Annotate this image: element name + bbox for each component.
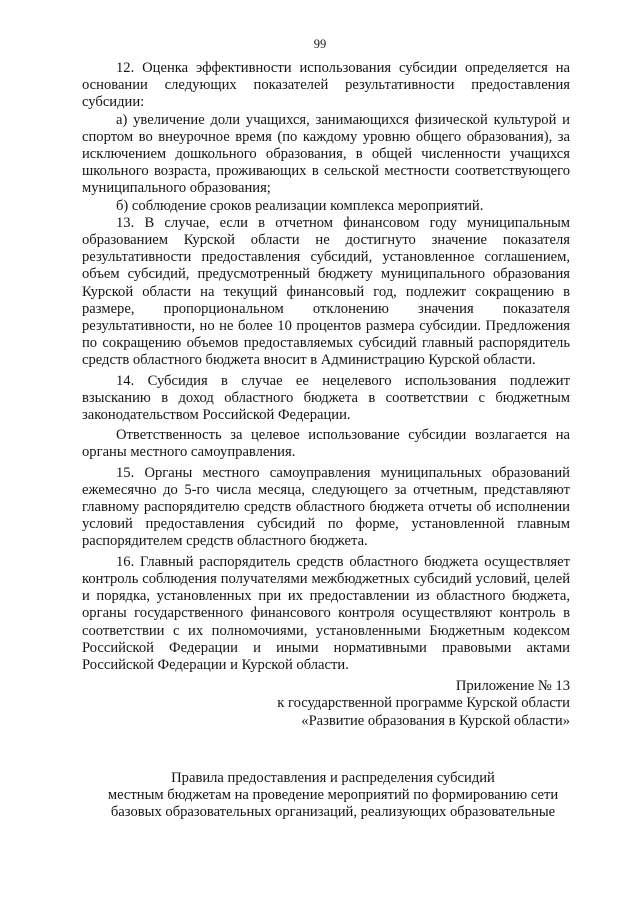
paragraph-13: 13. В случае, если в отчетном финансовом году муниципальным образованием Курской области не достигнуто значение показателя результативности предоставления субсидий, установленное соглашением, объем субсидий, предусмотренный бюджету муниципального образования Курской области на текущий финансовый год, подлежит сокращению в размере, пропорциональном отклонению значения показателя результативности, но не более 10 процентов размера субсидии. Предложения по сокращению объемов предоставляемых субсидий главный распорядитель средств областного бюджета вносит в Администрацию Курской области. [82,214,570,369]
appendix-program: к государственной программе Курской области [277,695,570,712]
paragraph-12: 12. Оценка эффективности использования субсидии определяется на основании следующих показателей результативности предоставления субсидии: [82,60,570,111]
paragraph-15: 15. Органы местного самоуправления муниципальных образований ежемесячно до 5-го числа месяца, следующего за отчетным, представляют главному распорядителю средств областного бюджета отчеты об исполнении условий предоставления субсидий по форме, установленной главным распорядителем средств областного бюджета. [82,464,570,550]
appendix-number: Приложение № 13 [455,678,570,695]
page-number: 99 [313,37,327,51]
paragraph-16: 16. Главный распорядитель средств областного бюджета осуществляет контроль соблюдения получателями межбюджетных субсидий условий, целей и порядка, установленных при их предоставлении из областного бюджета, органы государственного финансового контроля осуществляют контроль в соответствии с их полномочиями, установленными Бюджетным кодексом Российской Федерации и иными нормативными правовыми актами Российской Федерации и Курской области. [82,553,570,673]
document-body [82,60,570,821]
paragraph-14: 14. Субсидия в случае ее нецелевого использования подлежит взысканию в доход областного бюджета в соответствии с бюджетным законодательством Российской Федерации. [82,372,570,424]
rules-title-line-1: Правила предоставления и распределения субсидий [171,769,495,786]
paragraph-12-b: б) соблюдение сроков реализации комплекса мероприятий. [116,197,484,214]
rules-title-line-2: местным бюджетам на проведение мероприятий по формированию сети [107,786,559,803]
appendix-program-name: «Развитие образования в Курской области» [301,712,570,729]
rules-title-line-3: базовых образовательных организаций, реализующих образовательные [110,804,556,821]
appendix-header [82,678,570,730]
rules-title [82,770,570,822]
paragraph-12-a: а) увеличение доли учащихся, занимающихся физической культурой и спортом во внеурочное время (по каждому уровню общего образования), за исключением дошкольного образования, в общей численности учащихся школьного возраста, проживающих в сельской местности соответствующего муниципального образования; [82,111,570,197]
paragraph-14-responsibility: Ответственность за целевое использование субсидии возлагается на органы местного самоуправления. [82,427,570,461]
